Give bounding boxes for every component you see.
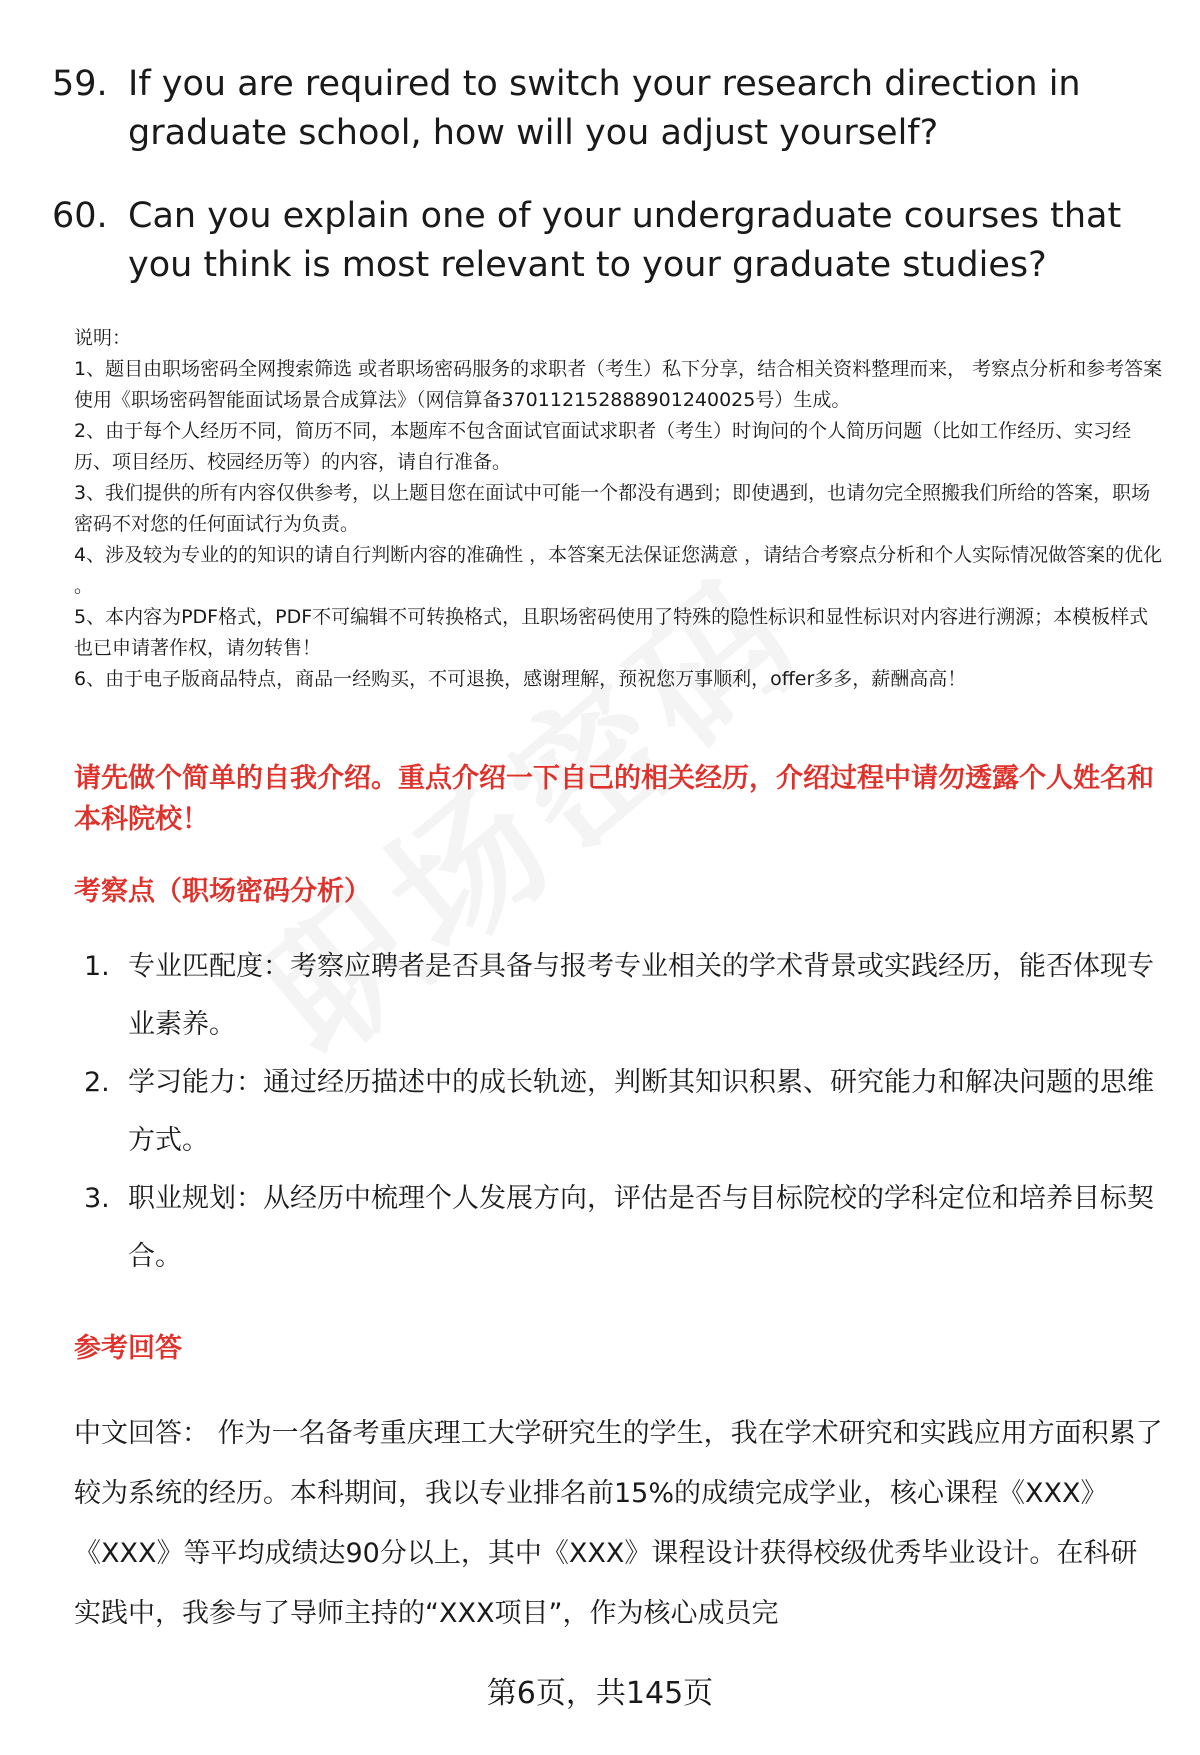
note-item: 1、题目由职场密码全网搜索筛选 或者职场密码服务的求职者（考生）私下分享，结合相关资料整理而来， 考察点分析和参考答案使用《职场密码智能面试场景合成算法》（网信算备370112152888901240025号）生成。: [74, 358, 1163, 411]
notes-heading: 说明：: [74, 327, 132, 349]
page-footer: 第6页，共145页: [486, 1676, 714, 1711]
reference-answer-heading: 参考回答: [74, 1333, 182, 1364]
point-number: 1.: [84, 951, 110, 982]
question-text: Can you explain one of your undergraduate courses that you think is most relevant to your graduate studies?: [128, 196, 1122, 285]
point-text: 学习能力：通过经历描述中的成长轨迹，判断其知识积累、研究能力和解决问题的思维方式。: [128, 1067, 1154, 1156]
note-item: 6、由于电子版商品特点，商品一经购买，不可退换，感谢理解，预祝您万事顺利，offer多多，薪酬高高！: [74, 668, 967, 690]
question-60: [52, 192, 1162, 290]
point-number: 3.: [84, 1183, 110, 1214]
note-item: 4、涉及较为专业的的知识的请自行判断内容的准确性 ，本答案无法保证您满意 ，请结合考察点分析和个人实际情况做答案的优化 。: [74, 544, 1163, 597]
point-item: [84, 1054, 1154, 1170]
note-item: 5、本内容为PDF格式，PDF不可编辑不可转换格式，且职场密码使用了特殊的隐性标识和显性标识对内容进行溯源；本模板样式也已申请著作权，请勿转售！: [74, 606, 1149, 659]
interview-question: 请先做个简单的自我介绍。重点介绍一下自己的相关经历，介绍过程中请勿透露个人姓名和本科院校！: [74, 763, 1154, 835]
point-item: [84, 1170, 1154, 1286]
point-text: 职业规划：从经历中梳理个人发展方向，评估是否与目标院校的学科定位和培养目标契合。: [128, 1183, 1154, 1272]
note-item: 2、由于每个人经历不同，简历不同，本题库不包含面试官面试求职者（考生）时询问的个人简历问题（比如工作经历、实习经历、项目经历、校园经历等）的内容，请自行准备。: [74, 420, 1132, 473]
question-text: If you are required to switch your research direction in graduate school, how will you adjust yourself?: [128, 64, 1081, 153]
note-item: 3、我们提供的所有内容仅供参考，以上题目您在面试中可能一个都没有遇到；即使遇到，也请勿完全照搬我们所给的答案，职场密码不对您的任何面试行为负责。: [74, 482, 1151, 535]
kaocha-heading: 考察点（职场密码分析）: [74, 876, 371, 907]
kaocha-points: [84, 938, 1154, 1286]
question-59: [52, 60, 1162, 158]
answer-text: 中文回答： 作为一名备考重庆理工大学研究生的学生，我在学术研究和实践应用方面积累了较为系统的经历。本科期间，我以专业排名前15%的成绩完成学业，核心课程《XXX》《XXX》等平均成绩达90分以上，其中《XXX》课程设计获得校级优秀毕业设计。在科研实践中，我参与了导师主持的“XXX项目”，作为核心成员完: [74, 1418, 1163, 1629]
point-number: 2.: [84, 1067, 110, 1098]
question-number: 59.: [52, 64, 108, 104]
disclaimer-notes: [74, 323, 1164, 695]
question-number: 60.: [52, 196, 108, 236]
point-item: [84, 938, 1154, 1054]
point-text: 专业匹配度：考察应聘者是否具备与报考专业相关的学术背景或实践经历，能否体现专业素养。: [128, 951, 1154, 1040]
